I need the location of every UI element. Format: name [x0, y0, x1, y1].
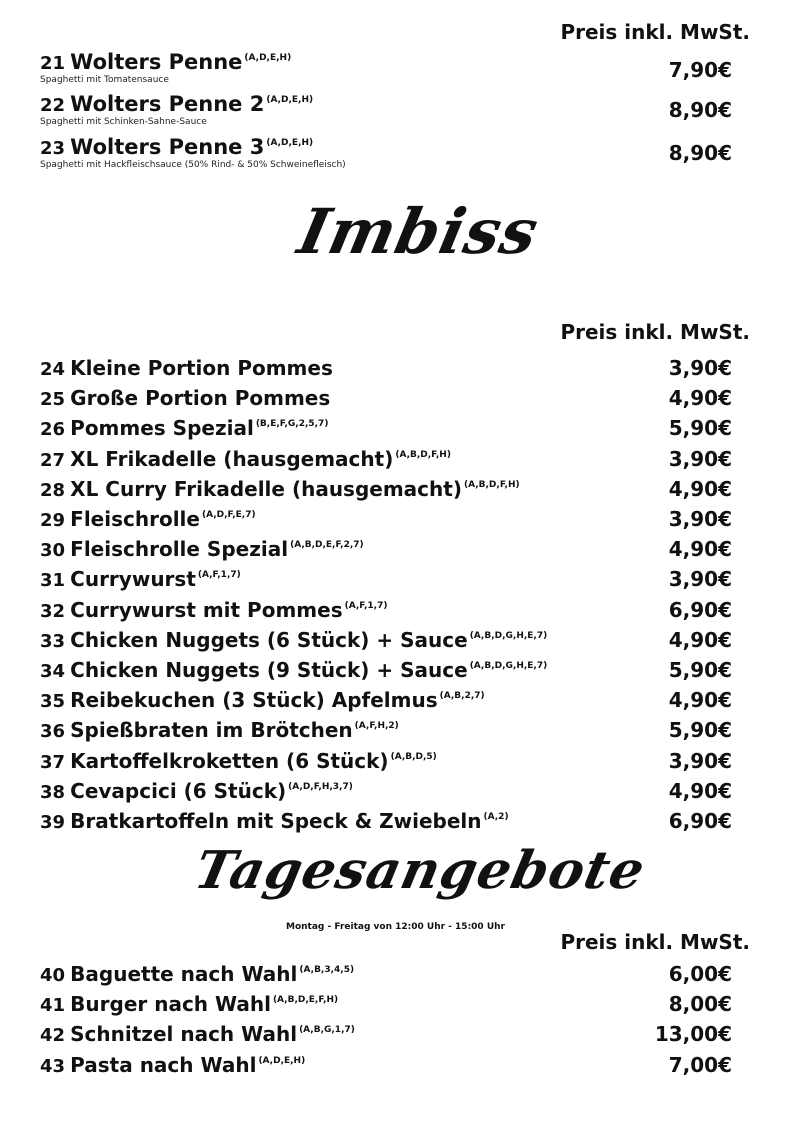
item-name: Chicken Nuggets (6 Stück) + Sauce	[70, 627, 468, 652]
menu-item	[40, 507, 740, 537]
item-name: Spießbraten im Brötchen	[70, 718, 353, 743]
item-name: Chicken Nuggets (9 Stück) + Sauce	[70, 658, 468, 682]
item-price: 4,90€	[668, 688, 732, 713]
item-price: 7,00€	[668, 1052, 732, 1077]
menu-item	[40, 749, 740, 779]
menu-item	[40, 356, 740, 386]
item-number: 24	[40, 359, 66, 380]
item-name: Cevapcici (6 Stück)	[70, 778, 287, 803]
item-number: 28	[40, 479, 66, 501]
item-description: Spaghetti mit Tomatensauce	[40, 75, 169, 85]
item-number: 29	[40, 510, 66, 531]
item-name: Pommes Spezial	[70, 416, 254, 441]
item-allergens: (A,B,D,E,F,H)	[272, 995, 339, 1006]
menu-item	[40, 598, 740, 628]
item-number: 33	[40, 630, 66, 652]
item-name: Bratkartoffeln mit Speck & Zwiebeln	[70, 809, 482, 833]
item-name: Pasta nach Wahl	[70, 1052, 257, 1077]
item-allergens: (A,F,H,2)	[354, 721, 399, 732]
item-price: 4,90€	[668, 476, 732, 501]
item-price: 6,90€	[668, 597, 732, 622]
item-price: 6,90€	[668, 809, 732, 833]
menu-item	[40, 477, 740, 507]
opening-hours-note: Montag - Freitag von 12:00 Uhr - 15:00 Uhr	[286, 922, 505, 932]
item-price: 3,90€	[668, 446, 732, 471]
item-name: Schnitzel nach Wahl	[70, 1022, 298, 1047]
item-price: 6,00€	[668, 962, 732, 986]
item-allergens: (A,B,D,F,H)	[463, 479, 520, 490]
item-price: 8,90€	[668, 98, 732, 122]
item-name: Currywurst mit Pommes	[70, 597, 343, 622]
item-price: 5,90€	[668, 658, 732, 682]
item-number: 38	[40, 781, 66, 803]
item-name: XL Curry Frikadelle (hausgemacht)	[70, 476, 462, 501]
item-name: Currywurst	[70, 567, 196, 592]
item-number: 36	[40, 721, 66, 743]
item-allergens: (A,F,1,7)	[197, 570, 241, 581]
menu-item	[40, 628, 740, 658]
menu-item	[40, 1053, 740, 1083]
item-price: 8,00€	[668, 992, 732, 1017]
item-number: 21	[40, 53, 66, 74]
item-number: 32	[40, 600, 66, 622]
item-allergens: (A,B,D,E,F,2,7)	[290, 540, 364, 551]
item-name: Reibekuchen (3 Stück) Apfelmus	[70, 688, 438, 713]
item-price: 4,90€	[668, 778, 732, 803]
menu-item	[40, 386, 740, 416]
item-number: 42	[40, 1025, 66, 1047]
menu-item	[40, 779, 740, 809]
price-header: Preis inkl. MwSt.	[560, 320, 750, 344]
menu-item	[40, 658, 740, 688]
item-number: 25	[40, 389, 66, 411]
item-allergens: (A,B,3,4,5)	[299, 965, 355, 975]
item-price: 8,90€	[668, 141, 732, 165]
item-name: Fleischrolle Spezial	[70, 537, 289, 562]
item-description: Spaghetti mit Hackfleischsauce (50% Rind- & 50% Schweinefleisch)	[40, 160, 346, 170]
menu-item	[40, 447, 740, 477]
item-number: 31	[40, 570, 66, 592]
item-allergens: (A,D,E,H)	[266, 95, 314, 105]
item-number: 43	[40, 1055, 66, 1077]
menu-item	[40, 962, 740, 992]
item-name: Kleine Portion Pommes	[70, 356, 333, 380]
item-number: 30	[40, 540, 66, 562]
item-allergens: (A,B,D,F,H)	[395, 449, 451, 460]
menu-item	[40, 1022, 740, 1052]
item-name: Fleischrolle	[70, 507, 200, 531]
item-price: 4,90€	[668, 537, 732, 562]
item-price: 3,90€	[668, 567, 732, 592]
item-allergens: (A,2)	[483, 812, 509, 822]
item-number: 22	[40, 95, 66, 116]
item-number: 27	[40, 449, 66, 471]
item-allergens: (A,D,E,H)	[266, 138, 314, 148]
section-title-tagesangebote: Tagesangebote	[189, 840, 651, 901]
item-price: 4,90€	[668, 386, 732, 411]
item-price: 3,90€	[668, 507, 732, 531]
item-allergens: (A,D,F,E,7)	[201, 510, 256, 520]
menu-item	[40, 416, 740, 446]
item-price: 13,00€	[654, 1022, 732, 1047]
menu-item	[40, 567, 740, 597]
item-name: Burger nach Wahl	[70, 992, 271, 1017]
item-allergens: (A,B,D,G,H,E,7)	[469, 661, 548, 671]
item-price: 4,90€	[668, 627, 732, 652]
item-number: 34	[40, 661, 66, 682]
item-price: 3,90€	[668, 748, 732, 773]
menu-item	[40, 809, 740, 839]
item-price: 5,90€	[668, 416, 732, 441]
item-name: Wolters Penne 2	[70, 92, 265, 116]
item-name: Kartoffelkroketten (6 Stück)	[70, 748, 389, 773]
menu-item	[40, 688, 740, 718]
item-number: 23	[40, 138, 66, 159]
item-price: 5,90€	[668, 718, 732, 743]
item-name: Wolters Penne	[70, 50, 243, 74]
menu-item	[40, 992, 740, 1022]
item-allergens: (A,B,D,5)	[390, 751, 437, 762]
item-number: 37	[40, 751, 66, 773]
price-header: Preis inkl. MwSt.	[560, 20, 750, 44]
item-name: Baguette nach Wahl	[70, 962, 298, 986]
item-allergens: (A,B,G,1,7)	[299, 1025, 355, 1036]
price-header: Preis inkl. MwSt.	[560, 930, 750, 954]
item-name: XL Frikadelle (hausgemacht)	[70, 446, 394, 471]
item-name: Große Portion Pommes	[70, 386, 331, 411]
item-number: 40	[40, 965, 66, 986]
item-allergens: (B,E,F,G,2,5,7)	[255, 419, 329, 430]
item-number: 26	[40, 419, 66, 441]
item-allergens: (A,D,F,H,3,7)	[288, 781, 353, 792]
item-number: 41	[40, 995, 66, 1017]
menu-item	[40, 718, 740, 748]
item-name: Wolters Penne 3	[70, 135, 265, 159]
item-price: 7,90€	[668, 58, 732, 82]
item-allergens: (A,F,1,7)	[344, 600, 388, 611]
menu-item	[40, 537, 740, 567]
section-title-imbiss: Imbiss	[292, 195, 546, 268]
item-number: 39	[40, 812, 66, 833]
item-price: 3,90€	[668, 356, 732, 380]
item-allergens: (A,D,E,H)	[258, 1055, 306, 1066]
item-allergens: (A,B,D,G,H,E,7)	[469, 630, 548, 641]
item-description: Spaghetti mit Schinken-Sahne-Sauce	[40, 117, 207, 127]
item-allergens: (A,B,2,7)	[439, 691, 485, 702]
item-allergens: (A,D,E,H)	[244, 53, 292, 63]
item-number: 35	[40, 691, 66, 713]
